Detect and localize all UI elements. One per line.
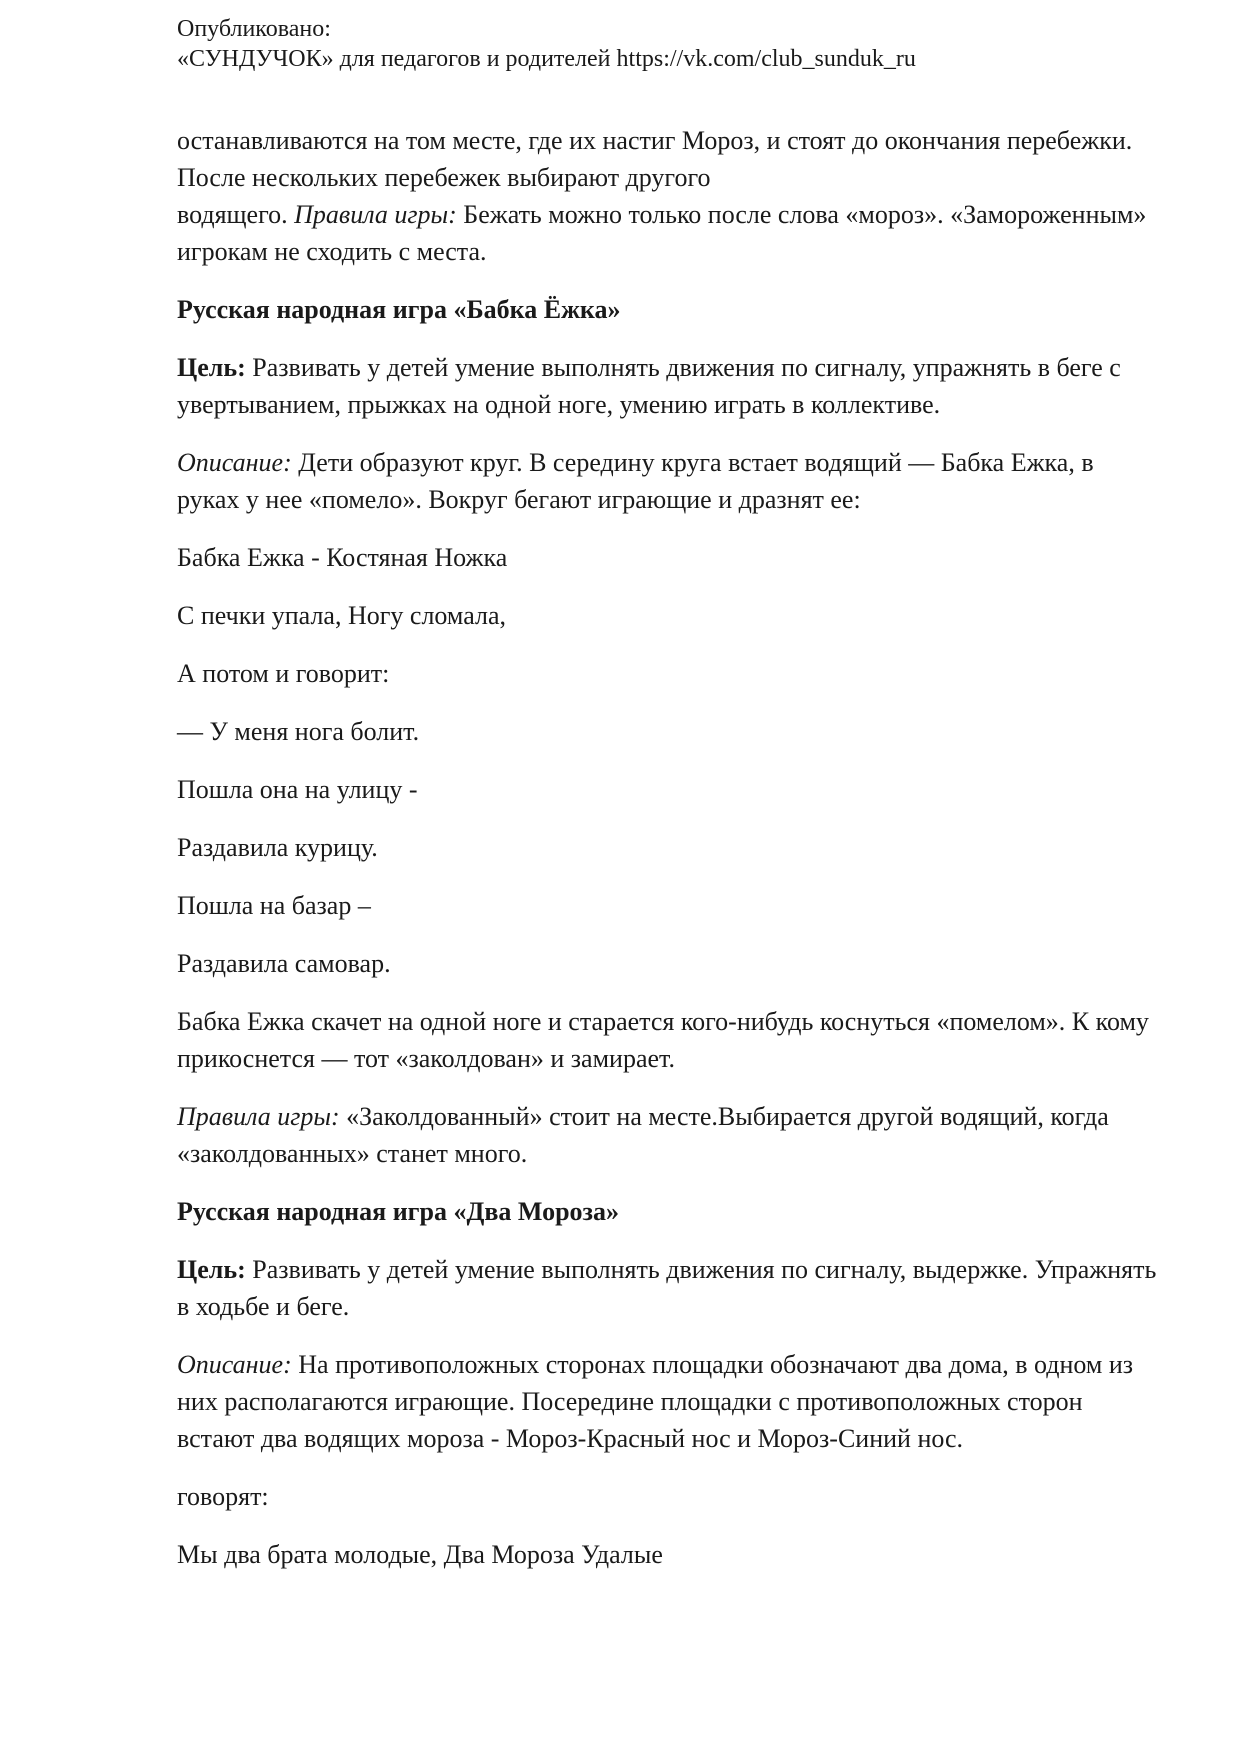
verse-line: Пошла на базар – bbox=[177, 891, 371, 920]
game1-desc-label: Описание: bbox=[177, 448, 292, 477]
game2-desc-text: На противоположных сторонах площадки обозначают два дома, в одном из них располагаются играющие. Посередине площадки с противоположных сторон встают два водящих мороза - Мороз-Красный нос и Мороз-Синий нос. bbox=[177, 1350, 1134, 1453]
header-source-line: «СУНДУЧОК» для педагогов и родителей https://vk.com/club_sunduk_ru bbox=[177, 46, 916, 72]
verse-line: Пошла она на улицу - bbox=[177, 775, 418, 804]
document-body bbox=[177, 122, 1157, 1594]
verse-line: — У меня нога болит. bbox=[177, 717, 420, 746]
game1-goal-text: Развивать у детей умение выполнять движения по сигналу, упражнять в беге с увертыванием, прыжках на одной ноге, умению играть в коллективе. bbox=[177, 353, 1121, 419]
game1-goal-label: Цель: bbox=[177, 353, 246, 382]
verse-line: Раздавила курицу. bbox=[177, 833, 378, 862]
intro-rules-label: Правила игры: bbox=[294, 200, 457, 229]
verse-line: А потом и говорит: bbox=[177, 659, 390, 688]
game2-verse-line: Мы два брата молодые, Два Мороза Удалые bbox=[177, 1540, 663, 1569]
game2-goal-label: Цель: bbox=[177, 1255, 246, 1284]
game1-description bbox=[177, 444, 1157, 518]
game2-desc-label: Описание: bbox=[177, 1350, 292, 1379]
verse-line: Бабка Ежка - Костяная Ножка bbox=[177, 543, 508, 572]
game2-description bbox=[177, 1346, 1157, 1457]
game1-title: Русская народная игра «Бабка Ёжка» bbox=[177, 295, 621, 324]
game2-goal-text: Развивать у детей умение выполнять движения по сигналу, выдержке. Упражнять в ходьбе и беге. bbox=[177, 1255, 1157, 1321]
page-header bbox=[177, 14, 916, 74]
intro-text-2: водящего. bbox=[177, 200, 295, 229]
game1-rules bbox=[177, 1098, 1157, 1172]
intro-rules-text: Бежать можно только после слова «мороз». «Замороженным» игрокам не сходить с места. bbox=[177, 200, 1147, 266]
game2-title: Русская народная игра «Два Мороза» bbox=[177, 1197, 619, 1226]
game1-desc-text: Дети образуют круг. В середину круга встает водящий — Бабка Ежка, в руках у нее «помело». Вокруг бегают играющие и дразнят ее: bbox=[177, 448, 1094, 514]
verse-line: Раздавила самовар. bbox=[177, 949, 391, 978]
game1-rules-text: «Заколдованный» стоит на месте.Выбирается другой водящий, когда «заколдованных» станет много. bbox=[177, 1102, 1109, 1168]
game1-after-verse: Бабка Ежка скачет на одной ноге и старается кого-нибудь коснуться «помелом». К кому прикоснется — тот «заколдован» и замирает. bbox=[177, 1007, 1149, 1073]
intro-text-1: останавливаются на том месте, где их настиг Мороз, и стоят до окончания перебежки. После нескольких перебежек выбирают другого bbox=[177, 126, 1133, 192]
verse-line: С печки упала, Ногу сломала, bbox=[177, 601, 506, 630]
header-published-label: Опубликовано: bbox=[177, 16, 331, 42]
game1-goal bbox=[177, 349, 1157, 423]
intro-paragraph bbox=[177, 122, 1157, 270]
game2-goal bbox=[177, 1251, 1157, 1325]
game2-says: говорят: bbox=[177, 1482, 269, 1511]
game1-rules-label: Правила игры: bbox=[177, 1102, 340, 1131]
